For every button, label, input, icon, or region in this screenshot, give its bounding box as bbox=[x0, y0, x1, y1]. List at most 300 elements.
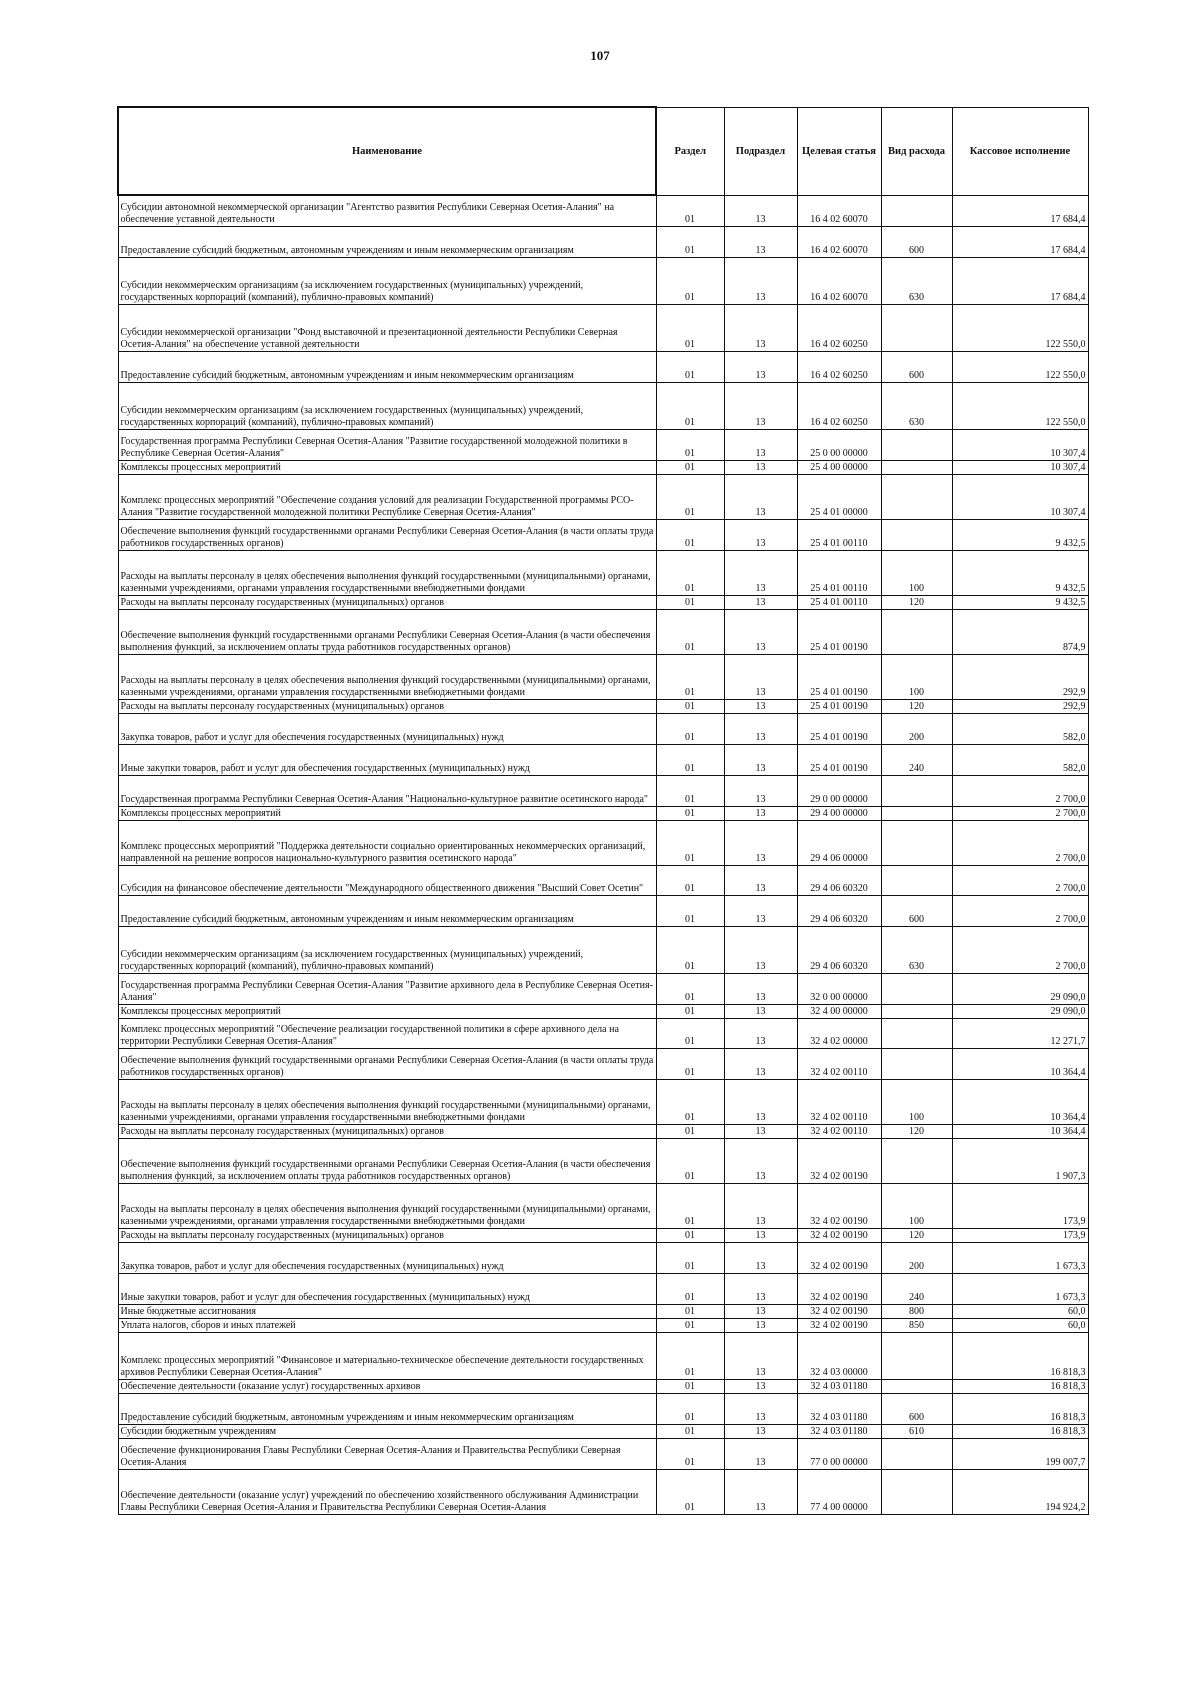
row-amount-cell: 10 307,4 bbox=[952, 460, 1088, 474]
table-row bbox=[118, 1379, 1088, 1393]
col-header-name: Наименование bbox=[118, 107, 656, 195]
row-name-cell: Предоставление субсидий бюджетным, автономным учреждениям и иным некоммерческим организациям bbox=[118, 226, 656, 257]
row-amount-cell: 199 007,7 bbox=[952, 1438, 1088, 1469]
table-row bbox=[118, 1018, 1088, 1048]
row-expense-type-cell bbox=[881, 609, 952, 654]
row-target-cell: 25 0 00 00000 bbox=[797, 429, 881, 460]
row-name-cell: Предоставление субсидий бюджетным, автономным учреждениям и иным некоммерческим организациям bbox=[118, 351, 656, 382]
table-row bbox=[118, 1242, 1088, 1273]
row-name-cell: Субсидии бюджетным учреждениям bbox=[118, 1424, 656, 1438]
row-section-cell: 01 bbox=[656, 699, 724, 713]
row-name-cell: Обеспечение выполнения функций государственными органами Республики Северная Осетия-Алания (в части оплаты труда работников государственных органов) bbox=[118, 519, 656, 550]
row-target-cell: 32 0 00 00000 bbox=[797, 973, 881, 1004]
row-amount-cell: 17 684,4 bbox=[952, 257, 1088, 304]
row-subsection-cell: 13 bbox=[724, 1018, 797, 1048]
row-section-cell: 01 bbox=[656, 226, 724, 257]
row-amount-cell: 10 364,4 bbox=[952, 1079, 1088, 1124]
row-subsection-cell: 13 bbox=[724, 195, 797, 226]
row-subsection-cell: 13 bbox=[724, 1242, 797, 1273]
row-section-cell: 01 bbox=[656, 654, 724, 699]
row-expense-type-cell bbox=[881, 1438, 952, 1469]
table-row bbox=[118, 1304, 1088, 1318]
row-name-cell: Комплексы процессных мероприятий bbox=[118, 1004, 656, 1018]
row-subsection-cell: 13 bbox=[724, 1048, 797, 1079]
row-expense-type-cell: 800 bbox=[881, 1304, 952, 1318]
row-section-cell: 01 bbox=[656, 1018, 724, 1048]
row-amount-cell: 17 684,4 bbox=[952, 226, 1088, 257]
row-amount-cell: 16 818,3 bbox=[952, 1332, 1088, 1379]
row-subsection-cell: 13 bbox=[724, 351, 797, 382]
row-subsection-cell: 13 bbox=[724, 1318, 797, 1332]
row-amount-cell: 16 818,3 bbox=[952, 1379, 1088, 1393]
row-amount-cell: 582,0 bbox=[952, 713, 1088, 744]
row-expense-type-cell bbox=[881, 1018, 952, 1048]
table-row bbox=[118, 1438, 1088, 1469]
row-subsection-cell: 13 bbox=[724, 865, 797, 895]
row-name-cell: Субсидии некоммерческой организации "Фонд выставочной и презентационной деятельности Республики Северная Осетия-Алания" на обеспечение уставной деятельности bbox=[118, 304, 656, 351]
row-amount-cell: 9 432,5 bbox=[952, 519, 1088, 550]
row-subsection-cell: 13 bbox=[724, 550, 797, 595]
row-expense-type-cell: 120 bbox=[881, 1228, 952, 1242]
row-name-cell: Иные закупки товаров, работ и услуг для обеспечения государственных (муниципальных) нужд bbox=[118, 744, 656, 775]
row-subsection-cell: 13 bbox=[724, 1469, 797, 1514]
table-row bbox=[118, 1138, 1088, 1183]
row-amount-cell: 9 432,5 bbox=[952, 595, 1088, 609]
table-row bbox=[118, 1004, 1088, 1018]
row-target-cell: 32 4 03 01180 bbox=[797, 1393, 881, 1424]
col-header-cash: Кассовое исполнение bbox=[952, 107, 1088, 195]
table-row bbox=[118, 460, 1088, 474]
row-target-cell: 32 4 02 00110 bbox=[797, 1079, 881, 1124]
row-target-cell: 32 4 02 00110 bbox=[797, 1124, 881, 1138]
row-subsection-cell: 13 bbox=[724, 429, 797, 460]
row-section-cell: 01 bbox=[656, 1393, 724, 1424]
row-target-cell: 32 4 02 00190 bbox=[797, 1318, 881, 1332]
row-subsection-cell: 13 bbox=[724, 895, 797, 926]
row-name-cell: Иные закупки товаров, работ и услуг для обеспечения государственных (муниципальных) нужд bbox=[118, 1273, 656, 1304]
row-amount-cell: 2 700,0 bbox=[952, 820, 1088, 865]
table-row bbox=[118, 304, 1088, 351]
row-name-cell: Закупка товаров, работ и услуг для обеспечения государственных (муниципальных) нужд bbox=[118, 713, 656, 744]
row-name-cell: Субсидия на финансовое обеспечение деятельности "Международного общественного движения "Высший Совет Осетин" bbox=[118, 865, 656, 895]
col-header-section: Раздел bbox=[656, 107, 724, 195]
row-subsection-cell: 13 bbox=[724, 775, 797, 806]
row-expense-type-cell: 600 bbox=[881, 1393, 952, 1424]
row-amount-cell: 2 700,0 bbox=[952, 895, 1088, 926]
table-row bbox=[118, 226, 1088, 257]
row-target-cell: 25 4 01 00190 bbox=[797, 744, 881, 775]
row-section-cell: 01 bbox=[656, 1469, 724, 1514]
row-subsection-cell: 13 bbox=[724, 304, 797, 351]
row-name-cell: Расходы на выплаты персоналу в целях обеспечения выполнения функций государственными (муниципальными) органами, казенными учреждениями, органами управления государственными внебюджетными фондами bbox=[118, 550, 656, 595]
row-expense-type-cell: 200 bbox=[881, 1242, 952, 1273]
row-name-cell: Обеспечение выполнения функций государственными органами Республики Северная Осетия-Алания (в части оплаты труда работников государственных органов) bbox=[118, 1048, 656, 1079]
row-target-cell: 25 4 01 00110 bbox=[797, 519, 881, 550]
row-expense-type-cell: 120 bbox=[881, 595, 952, 609]
table-row bbox=[118, 257, 1088, 304]
row-section-cell: 01 bbox=[656, 1273, 724, 1304]
row-section-cell: 01 bbox=[656, 382, 724, 429]
row-name-cell: Комплексы процессных мероприятий bbox=[118, 806, 656, 820]
row-target-cell: 32 4 02 00190 bbox=[797, 1273, 881, 1304]
row-amount-cell: 60,0 bbox=[952, 1304, 1088, 1318]
page-number: 107 bbox=[590, 48, 610, 63]
row-amount-cell: 1 673,3 bbox=[952, 1242, 1088, 1273]
row-amount-cell: 1 907,3 bbox=[952, 1138, 1088, 1183]
row-expense-type-cell bbox=[881, 519, 952, 550]
row-target-cell: 16 4 02 60070 bbox=[797, 257, 881, 304]
row-expense-type-cell bbox=[881, 304, 952, 351]
row-name-cell: Расходы на выплаты персоналу в целях обеспечения выполнения функций государственными (муниципальными) органами, казенными учреждениями, органами управления государственными внебюджетными фондами bbox=[118, 1079, 656, 1124]
row-expense-type-cell: 120 bbox=[881, 1124, 952, 1138]
row-expense-type-cell bbox=[881, 429, 952, 460]
row-amount-cell: 16 818,3 bbox=[952, 1424, 1088, 1438]
row-name-cell: Обеспечение функционирования Главы Республики Северная Осетия-Алания и Правительства Республики Северная Осетия-Алания bbox=[118, 1438, 656, 1469]
row-expense-type-cell bbox=[881, 474, 952, 519]
row-subsection-cell: 13 bbox=[724, 1273, 797, 1304]
row-section-cell: 01 bbox=[656, 1079, 724, 1124]
row-amount-cell: 874,9 bbox=[952, 609, 1088, 654]
row-name-cell: Комплекс процессных мероприятий "Обеспечение реализации государственной политики в сфере архивного дела на территории Республики Северная Осетия-Алания" bbox=[118, 1018, 656, 1048]
row-section-cell: 01 bbox=[656, 1304, 724, 1318]
row-subsection-cell: 13 bbox=[724, 382, 797, 429]
table-row bbox=[118, 744, 1088, 775]
row-amount-cell: 122 550,0 bbox=[952, 351, 1088, 382]
row-target-cell: 25 4 01 00190 bbox=[797, 609, 881, 654]
row-subsection-cell: 13 bbox=[724, 226, 797, 257]
row-expense-type-cell: 600 bbox=[881, 226, 952, 257]
row-expense-type-cell: 240 bbox=[881, 1273, 952, 1304]
row-subsection-cell: 13 bbox=[724, 1228, 797, 1242]
row-target-cell: 32 4 03 01180 bbox=[797, 1379, 881, 1393]
row-expense-type-cell bbox=[881, 1138, 952, 1183]
row-name-cell: Расходы на выплаты персоналу в целях обеспечения выполнения функций государственными (муниципальными) органами, казенными учреждениями, органами управления государственными внебюджетными фондами bbox=[118, 1183, 656, 1228]
row-section-cell: 01 bbox=[656, 865, 724, 895]
row-section-cell: 01 bbox=[656, 195, 724, 226]
row-target-cell: 32 4 02 00190 bbox=[797, 1183, 881, 1228]
row-subsection-cell: 13 bbox=[724, 926, 797, 973]
row-name-cell: Уплата налогов, сборов и иных платежей bbox=[118, 1318, 656, 1332]
row-amount-cell: 16 818,3 bbox=[952, 1393, 1088, 1424]
table-row bbox=[118, 713, 1088, 744]
row-expense-type-cell: 630 bbox=[881, 926, 952, 973]
row-section-cell: 01 bbox=[656, 1138, 724, 1183]
row-expense-type-cell: 120 bbox=[881, 699, 952, 713]
table-row bbox=[118, 1079, 1088, 1124]
table-row bbox=[118, 1469, 1088, 1514]
row-target-cell: 25 4 01 00000 bbox=[797, 474, 881, 519]
row-subsection-cell: 13 bbox=[724, 744, 797, 775]
row-name-cell: Государственная программа Республики Северная Осетия-Алания "Развитие государственной молодежной политики в Республике Северная Осетия-Алания" bbox=[118, 429, 656, 460]
row-section-cell: 01 bbox=[656, 1004, 724, 1018]
row-expense-type-cell: 850 bbox=[881, 1318, 952, 1332]
row-target-cell: 77 4 00 00000 bbox=[797, 1469, 881, 1514]
row-expense-type-cell bbox=[881, 195, 952, 226]
table-row bbox=[118, 820, 1088, 865]
row-amount-cell: 122 550,0 bbox=[952, 304, 1088, 351]
row-subsection-cell: 13 bbox=[724, 460, 797, 474]
row-subsection-cell: 13 bbox=[724, 1004, 797, 1018]
table-row bbox=[118, 1318, 1088, 1332]
row-subsection-cell: 13 bbox=[724, 973, 797, 1004]
row-subsection-cell: 13 bbox=[724, 1332, 797, 1379]
row-subsection-cell: 13 bbox=[724, 474, 797, 519]
row-name-cell: Комплексы процессных мероприятий bbox=[118, 460, 656, 474]
table-row bbox=[118, 609, 1088, 654]
table-row bbox=[118, 382, 1088, 429]
row-name-cell: Субсидии некоммерческим организациям (за исключением государственных (муниципальных) учреждений, государственных корпораций (компаний), публично-правовых компаний) bbox=[118, 382, 656, 429]
row-section-cell: 01 bbox=[656, 1332, 724, 1379]
row-section-cell: 01 bbox=[656, 1228, 724, 1242]
table-row bbox=[118, 775, 1088, 806]
row-target-cell: 16 4 02 60070 bbox=[797, 226, 881, 257]
row-target-cell: 25 4 01 00110 bbox=[797, 550, 881, 595]
table-row bbox=[118, 195, 1088, 226]
row-name-cell: Закупка товаров, работ и услуг для обеспечения государственных (муниципальных) нужд bbox=[118, 1242, 656, 1273]
row-section-cell: 01 bbox=[656, 744, 724, 775]
col-header-expense-type: Вид расхода bbox=[881, 107, 952, 195]
row-target-cell: 29 4 06 60320 bbox=[797, 865, 881, 895]
row-target-cell: 29 4 06 60320 bbox=[797, 926, 881, 973]
row-target-cell: 32 4 02 00000 bbox=[797, 1018, 881, 1048]
row-expense-type-cell bbox=[881, 775, 952, 806]
row-amount-cell: 582,0 bbox=[952, 744, 1088, 775]
row-subsection-cell: 13 bbox=[724, 1393, 797, 1424]
row-expense-type-cell: 100 bbox=[881, 1183, 952, 1228]
row-name-cell: Субсидии некоммерческим организациям (за исключением государственных (муниципальных) учреждений, государственных корпораций (компаний), публично-правовых компаний) bbox=[118, 257, 656, 304]
row-expense-type-cell: 600 bbox=[881, 895, 952, 926]
row-section-cell: 01 bbox=[656, 1424, 724, 1438]
row-name-cell: Обеспечение деятельности (оказание услуг) учреждений по обеспечению хозяйственного обслуживания Администрации Главы Республики Северная Осетия-Алания и Правительства Республики Северная Осетия-Алания bbox=[118, 1469, 656, 1514]
row-target-cell: 77 0 00 00000 bbox=[797, 1438, 881, 1469]
row-section-cell: 01 bbox=[656, 895, 724, 926]
table-row bbox=[118, 865, 1088, 895]
row-expense-type-cell bbox=[881, 460, 952, 474]
row-expense-type-cell bbox=[881, 1048, 952, 1079]
row-section-cell: 01 bbox=[656, 775, 724, 806]
row-target-cell: 32 4 03 01180 bbox=[797, 1424, 881, 1438]
table-row bbox=[118, 1124, 1088, 1138]
row-name-cell: Комплекс процессных мероприятий "Финансовое и материально-техническое обеспечение деятельности государственных архивов Республики Северная Осетия-Алания" bbox=[118, 1332, 656, 1379]
row-section-cell: 01 bbox=[656, 351, 724, 382]
row-name-cell: Предоставление субсидий бюджетным, автономным учреждениям и иным некоммерческим организациям bbox=[118, 895, 656, 926]
row-amount-cell: 122 550,0 bbox=[952, 382, 1088, 429]
row-target-cell: 16 4 02 60070 bbox=[797, 195, 881, 226]
row-subsection-cell: 13 bbox=[724, 1424, 797, 1438]
row-section-cell: 01 bbox=[656, 1318, 724, 1332]
row-amount-cell: 29 090,0 bbox=[952, 973, 1088, 1004]
row-amount-cell: 10 307,4 bbox=[952, 429, 1088, 460]
row-subsection-cell: 13 bbox=[724, 257, 797, 304]
row-subsection-cell: 13 bbox=[724, 654, 797, 699]
row-name-cell: Государственная программа Республики Северная Осетия-Алания "Развитие архивного дела в Республике Северная Осетия-Алания" bbox=[118, 973, 656, 1004]
table-row bbox=[118, 595, 1088, 609]
row-amount-cell: 10 364,4 bbox=[952, 1124, 1088, 1138]
row-section-cell: 01 bbox=[656, 1242, 724, 1273]
row-name-cell: Комплекс процессных мероприятий "Поддержка деятельности социально ориентированных некоммерческих организаций, направленной на решение вопросов национально-культурного развития осетинского народа" bbox=[118, 820, 656, 865]
row-subsection-cell: 13 bbox=[724, 1138, 797, 1183]
row-name-cell: Расходы на выплаты персоналу в целях обеспечения выполнения функций государственными (муниципальными) органами, казенными учреждениями, органами управления государственными внебюджетными фондами bbox=[118, 654, 656, 699]
row-target-cell: 25 4 01 00190 bbox=[797, 654, 881, 699]
row-subsection-cell: 13 bbox=[724, 699, 797, 713]
row-amount-cell: 10 364,4 bbox=[952, 1048, 1088, 1079]
row-target-cell: 32 4 02 00190 bbox=[797, 1138, 881, 1183]
table-row bbox=[118, 699, 1088, 713]
row-target-cell: 32 4 03 00000 bbox=[797, 1332, 881, 1379]
row-section-cell: 01 bbox=[656, 429, 724, 460]
row-name-cell: Иные бюджетные ассигнования bbox=[118, 1304, 656, 1318]
row-expense-type-cell: 240 bbox=[881, 744, 952, 775]
budget-table bbox=[117, 106, 1089, 1515]
row-target-cell: 16 4 02 60250 bbox=[797, 382, 881, 429]
row-subsection-cell: 13 bbox=[724, 519, 797, 550]
row-section-cell: 01 bbox=[656, 304, 724, 351]
col-header-subsection: Подраздел bbox=[724, 107, 797, 195]
table-row bbox=[118, 474, 1088, 519]
row-expense-type-cell: 630 bbox=[881, 257, 952, 304]
row-name-cell: Расходы на выплаты персоналу государственных (муниципальных) органов bbox=[118, 1228, 656, 1242]
row-amount-cell: 292,9 bbox=[952, 699, 1088, 713]
row-expense-type-cell bbox=[881, 820, 952, 865]
row-expense-type-cell: 600 bbox=[881, 351, 952, 382]
table-row bbox=[118, 1048, 1088, 1079]
table-row bbox=[118, 895, 1088, 926]
table-row bbox=[118, 973, 1088, 1004]
row-expense-type-cell bbox=[881, 1469, 952, 1514]
row-section-cell: 01 bbox=[656, 973, 724, 1004]
table-row bbox=[118, 926, 1088, 973]
row-target-cell: 29 4 00 00000 bbox=[797, 806, 881, 820]
row-target-cell: 32 4 02 00190 bbox=[797, 1304, 881, 1318]
row-target-cell: 16 4 02 60250 bbox=[797, 304, 881, 351]
row-expense-type-cell: 100 bbox=[881, 1079, 952, 1124]
row-expense-type-cell: 610 bbox=[881, 1424, 952, 1438]
row-target-cell: 16 4 02 60250 bbox=[797, 351, 881, 382]
row-amount-cell: 2 700,0 bbox=[952, 775, 1088, 806]
col-header-target: Целевая статья bbox=[797, 107, 881, 195]
row-amount-cell: 29 090,0 bbox=[952, 1004, 1088, 1018]
table-row bbox=[118, 1393, 1088, 1424]
row-target-cell: 25 4 01 00110 bbox=[797, 595, 881, 609]
table-row bbox=[118, 1273, 1088, 1304]
row-section-cell: 01 bbox=[656, 474, 724, 519]
row-amount-cell: 60,0 bbox=[952, 1318, 1088, 1332]
row-subsection-cell: 13 bbox=[724, 1438, 797, 1469]
row-expense-type-cell bbox=[881, 865, 952, 895]
row-expense-type-cell: 630 bbox=[881, 382, 952, 429]
row-target-cell: 32 4 02 00110 bbox=[797, 1048, 881, 1079]
row-expense-type-cell: 100 bbox=[881, 550, 952, 595]
row-subsection-cell: 13 bbox=[724, 713, 797, 744]
row-expense-type-cell: 100 bbox=[881, 654, 952, 699]
row-expense-type-cell bbox=[881, 806, 952, 820]
table-row bbox=[118, 806, 1088, 820]
table-row bbox=[118, 1183, 1088, 1228]
row-section-cell: 01 bbox=[656, 595, 724, 609]
row-name-cell: Обеспечение деятельности (оказание услуг) государственных архивов bbox=[118, 1379, 656, 1393]
row-subsection-cell: 13 bbox=[724, 1304, 797, 1318]
row-name-cell: Расходы на выплаты персоналу государственных (муниципальных) органов bbox=[118, 1124, 656, 1138]
row-name-cell: Обеспечение выполнения функций государственными органами Республики Северная Осетия-Алания (в части обеспечения выполнения функций, за исключением оплаты труда работников государственных органов) bbox=[118, 609, 656, 654]
row-expense-type-cell bbox=[881, 1332, 952, 1379]
row-amount-cell: 9 432,5 bbox=[952, 550, 1088, 595]
row-section-cell: 01 bbox=[656, 820, 724, 865]
row-target-cell: 32 4 00 00000 bbox=[797, 1004, 881, 1018]
row-name-cell: Комплекс процессных мероприятий "Обеспечение создания условий для реализации Государственной программы РСО-Алания "Развитие государственной молодежной политики Республике Северная Осетия-Алания" bbox=[118, 474, 656, 519]
table-header-row bbox=[118, 107, 1088, 195]
row-section-cell: 01 bbox=[656, 460, 724, 474]
row-subsection-cell: 13 bbox=[724, 1079, 797, 1124]
row-section-cell: 01 bbox=[656, 806, 724, 820]
row-subsection-cell: 13 bbox=[724, 609, 797, 654]
row-expense-type-cell bbox=[881, 1004, 952, 1018]
row-target-cell: 25 4 00 00000 bbox=[797, 460, 881, 474]
row-expense-type-cell: 200 bbox=[881, 713, 952, 744]
row-target-cell: 29 0 00 00000 bbox=[797, 775, 881, 806]
row-subsection-cell: 13 bbox=[724, 1183, 797, 1228]
row-amount-cell: 12 271,7 bbox=[952, 1018, 1088, 1048]
row-section-cell: 01 bbox=[656, 1438, 724, 1469]
table-row bbox=[118, 550, 1088, 595]
table-body bbox=[118, 195, 1088, 1514]
row-target-cell: 32 4 02 00190 bbox=[797, 1242, 881, 1273]
table-row bbox=[118, 351, 1088, 382]
row-amount-cell: 194 924,2 bbox=[952, 1469, 1088, 1514]
row-amount-cell: 10 307,4 bbox=[952, 474, 1088, 519]
row-amount-cell: 292,9 bbox=[952, 654, 1088, 699]
row-target-cell: 32 4 02 00190 bbox=[797, 1228, 881, 1242]
row-section-cell: 01 bbox=[656, 1183, 724, 1228]
row-amount-cell: 2 700,0 bbox=[952, 806, 1088, 820]
row-section-cell: 01 bbox=[656, 1379, 724, 1393]
row-name-cell: Государственная программа Республики Северная Осетия-Алания "Национально-культурное развитие осетинского народа" bbox=[118, 775, 656, 806]
row-name-cell: Субсидии автономной некоммерческой организации "Агентство развития Республики Северная Осетия-Алания" на обеспечение уставной деятельности bbox=[118, 195, 656, 226]
row-expense-type-cell bbox=[881, 1379, 952, 1393]
row-section-cell: 01 bbox=[656, 609, 724, 654]
table-row bbox=[118, 1424, 1088, 1438]
row-amount-cell: 1 673,3 bbox=[952, 1273, 1088, 1304]
table-row bbox=[118, 1228, 1088, 1242]
row-amount-cell: 2 700,0 bbox=[952, 865, 1088, 895]
row-subsection-cell: 13 bbox=[724, 1379, 797, 1393]
row-subsection-cell: 13 bbox=[724, 595, 797, 609]
row-section-cell: 01 bbox=[656, 926, 724, 973]
row-target-cell: 29 4 06 00000 bbox=[797, 820, 881, 865]
row-section-cell: 01 bbox=[656, 550, 724, 595]
row-name-cell: Предоставление субсидий бюджетным, автономным учреждениям и иным некоммерческим организациям bbox=[118, 1393, 656, 1424]
table-row bbox=[118, 429, 1088, 460]
row-name-cell: Субсидии некоммерческим организациям (за исключением государственных (муниципальных) учреждений, государственных корпораций (компаний), публично-правовых компаний) bbox=[118, 926, 656, 973]
row-subsection-cell: 13 bbox=[724, 806, 797, 820]
row-name-cell: Расходы на выплаты персоналу государственных (муниципальных) органов bbox=[118, 699, 656, 713]
row-amount-cell: 173,9 bbox=[952, 1183, 1088, 1228]
row-section-cell: 01 bbox=[656, 713, 724, 744]
row-target-cell: 25 4 01 00190 bbox=[797, 713, 881, 744]
row-section-cell: 01 bbox=[656, 1124, 724, 1138]
row-amount-cell: 17 684,4 bbox=[952, 195, 1088, 226]
row-section-cell: 01 bbox=[656, 257, 724, 304]
table-row bbox=[118, 1332, 1088, 1379]
row-section-cell: 01 bbox=[656, 519, 724, 550]
row-target-cell: 29 4 06 60320 bbox=[797, 895, 881, 926]
row-subsection-cell: 13 bbox=[724, 1124, 797, 1138]
row-subsection-cell: 13 bbox=[724, 820, 797, 865]
row-amount-cell: 2 700,0 bbox=[952, 926, 1088, 973]
table-row bbox=[118, 654, 1088, 699]
row-name-cell: Обеспечение выполнения функций государственными органами Республики Северная Осетия-Алания (в части обеспечения выполнения функций, за исключением оплаты труда работников государственных органов) bbox=[118, 1138, 656, 1183]
row-amount-cell: 173,9 bbox=[952, 1228, 1088, 1242]
row-section-cell: 01 bbox=[656, 1048, 724, 1079]
